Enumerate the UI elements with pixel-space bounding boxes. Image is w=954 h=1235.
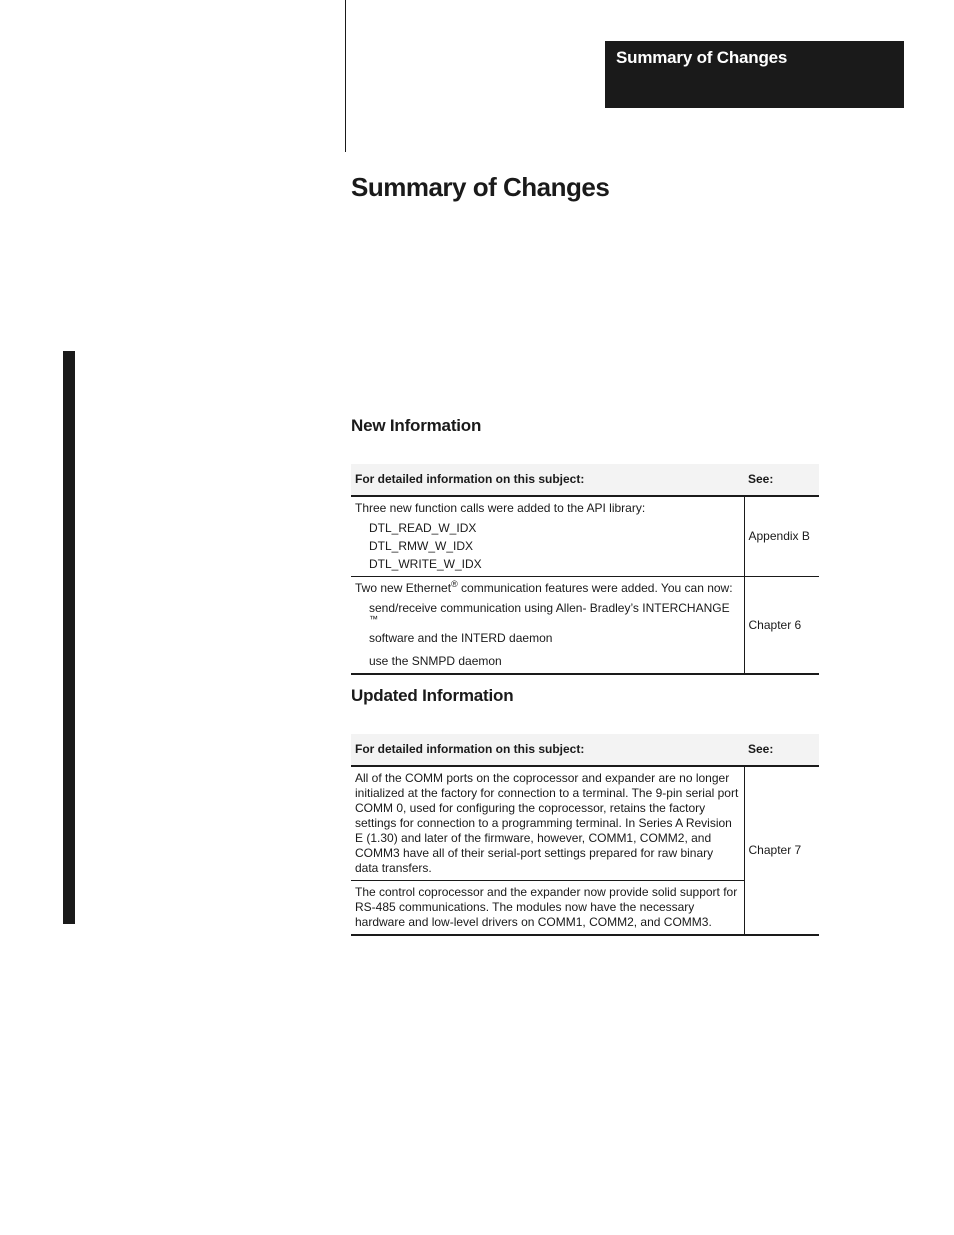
see-column-header: See: — [744, 734, 819, 766]
page-title: Summary of Changes — [351, 172, 610, 202]
row-description: All of the COMM ports on the coprocessor and expander are no longer initialized at the factory for connection to a terminal. The 9-pin serial port COMM 0, used for configuring the coprocessor, retains the factory settings for connection to a programming terminal. In Series A Revision E (1.30) and later of the firmware, however, COMM1, COMM2, and COMM3 have all of their serial-port settings prepared for raw binary data transfers. — [351, 766, 744, 881]
subject-column-header: For detailed information on this subject: — [351, 464, 744, 496]
see-column-header: See: — [744, 464, 819, 496]
row-reference: Chapter 7 — [744, 766, 819, 935]
header-tab — [605, 41, 904, 108]
table-row — [351, 577, 819, 675]
row-reference: Chapter 6 — [744, 577, 819, 675]
list-item-text: send/receive communication using Allen- Bradley’s INTERCHANGE — [369, 601, 730, 615]
header-rule — [345, 0, 346, 152]
updated-information-heading: Updated Information — [351, 686, 514, 705]
registered-mark: ® — [451, 579, 458, 589]
list-item: DTL_RMW_W_IDX — [369, 539, 474, 553]
list-item: DTL_READ_W_IDX — [369, 521, 477, 535]
list-item-continued: software and the INTERD daemon — [369, 631, 553, 645]
row-description — [351, 496, 744, 577]
trademark-mark: ™ — [369, 614, 378, 624]
new-information-table — [351, 464, 819, 675]
list-item: use the SNMPD daemon — [369, 654, 502, 668]
row-lead-text: Three new function calls were added to the API library: — [355, 501, 646, 515]
row-lead-text — [355, 581, 740, 596]
row-description: The control coprocessor and the expander now provide solid support for RS-485 communications. The modules now have the necessary hardware and low-level drivers on COMM1, COMM2, and COMM3. — [351, 881, 744, 936]
header-tab-label: Summary of Changes — [616, 48, 788, 67]
row-description — [351, 577, 744, 675]
row-reference: Appendix B — [744, 496, 819, 577]
lead-text-end: communication features were added. You can now: — [457, 581, 733, 595]
updated-information-table — [351, 734, 819, 936]
table-header-row — [351, 464, 819, 496]
table-row — [351, 496, 819, 577]
list-item: DTL_WRITE_W_IDX — [369, 557, 482, 571]
lead-text-start: Two new Ethernet — [355, 581, 452, 595]
table-row — [351, 766, 819, 881]
side-bar-marker — [63, 351, 75, 924]
new-information-heading: New Information — [351, 416, 482, 435]
table-header-row — [351, 734, 819, 766]
subject-column-header: For detailed information on this subject: — [351, 734, 744, 766]
list-item — [355, 601, 740, 631]
